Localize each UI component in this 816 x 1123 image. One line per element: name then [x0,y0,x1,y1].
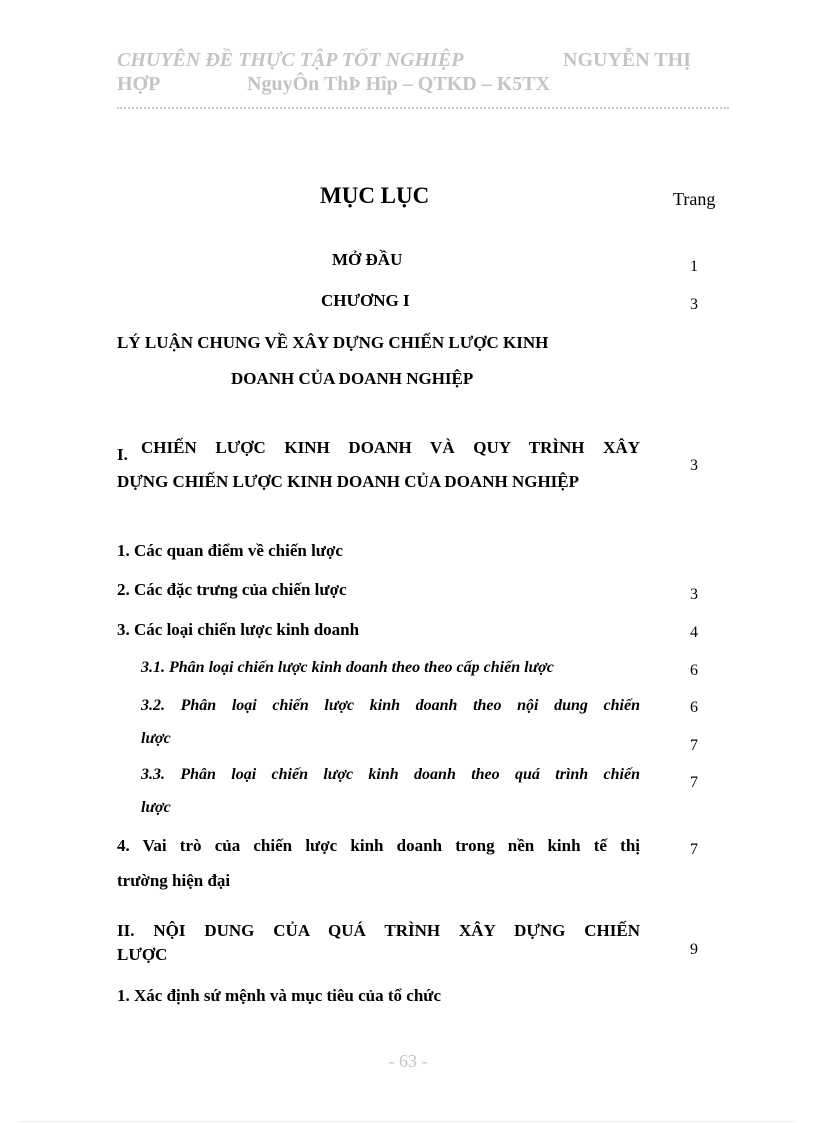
toc-entry-1: 1. Các quan điểm về chiến lược [117,541,343,560]
toc-entry-3-3-line2: lược [141,799,171,816]
page-column-label: Trang [673,189,716,209]
page-number: 1 [690,258,698,275]
page-number: 6 [690,699,698,716]
toc-entry-3: 3. Các loại chiến lược kinh doanh [117,620,360,639]
page-bottom-divider [20,1121,796,1122]
header-divider [117,107,729,109]
toc-title: MỤC LỤC [320,183,430,208]
header-author-given: HỢP [117,73,161,95]
page-number: 9 [690,941,698,958]
chapter-title-line2: DOANH CỦA DOANH NGHIỆP [231,369,474,388]
toc-entry-chuong-1: CHƯƠNG I [321,291,410,310]
toc-entry-II-1: 1. Xác định sứ mệnh và mục tiêu của tổ chức [117,986,442,1005]
header-author-surname: NGUYỄN THỊ [563,49,691,71]
page-number: 6 [690,662,698,679]
page-number: 7 [690,737,698,754]
toc-entry-2: 2. Các đặc trưng của chiến lược [117,580,347,599]
header-document-type: CHUYÊN ĐỀ THỰC TẬP TỐT NGHIỆP [117,49,464,71]
section-I-number: I. [117,445,128,464]
page-header [117,48,729,96]
toc-entry-mo-dau: MỞ ĐẦU [332,250,403,269]
page-number: 3 [690,457,698,474]
toc-entry-3-2-line1: 3.2. Phân loại chiến lược kinh doanh theo nội dung chiến [141,697,640,714]
page-number: 4 [690,624,698,641]
toc-entry-3-3-line1: 3.3. Phân loại chiến lược kinh doanh theo quá trình chiến [141,766,640,783]
toc-entry-3-2-line2: lược [141,730,171,747]
section-I-line1: CHIẾN LƯỢC KINH DOANH VÀ QUY TRÌNH XÂY [141,438,640,457]
toc-entry-4-line1: 4. Vai trò của chiến lược kinh doanh trong nền kinh tế thị [117,836,640,855]
chapter-title-line1: LÝ LUẬN CHUNG VỀ XÂY DỰNG CHIẾN LƯỢC KINH [117,333,549,352]
page-footer-number: - 63 - [388,1051,428,1071]
section-II-line1: II. NỘI DUNG CỦA QUÁ TRÌNH XÂY DỰNG CHIẾN [117,921,640,940]
page-number: 7 [690,774,698,791]
toc-entry-3-1: 3.1. Phân loại chiến lược kinh doanh theo theo cấp chiến lược [141,659,554,676]
header-author-info: NguyÔn ThÞ Hîp – QTKD – K5TX [247,73,551,95]
page-number: 3 [690,296,698,313]
section-I-line2: DỰNG CHIẾN LƯỢC KINH DOANH CỦA DOANH NGHIỆP [117,472,580,491]
section-II-line2: LƯỢC [117,945,168,964]
toc-entry-4-line2: trường hiện đại [117,871,231,890]
page-number: 7 [690,841,698,858]
page-number: 3 [690,586,698,603]
